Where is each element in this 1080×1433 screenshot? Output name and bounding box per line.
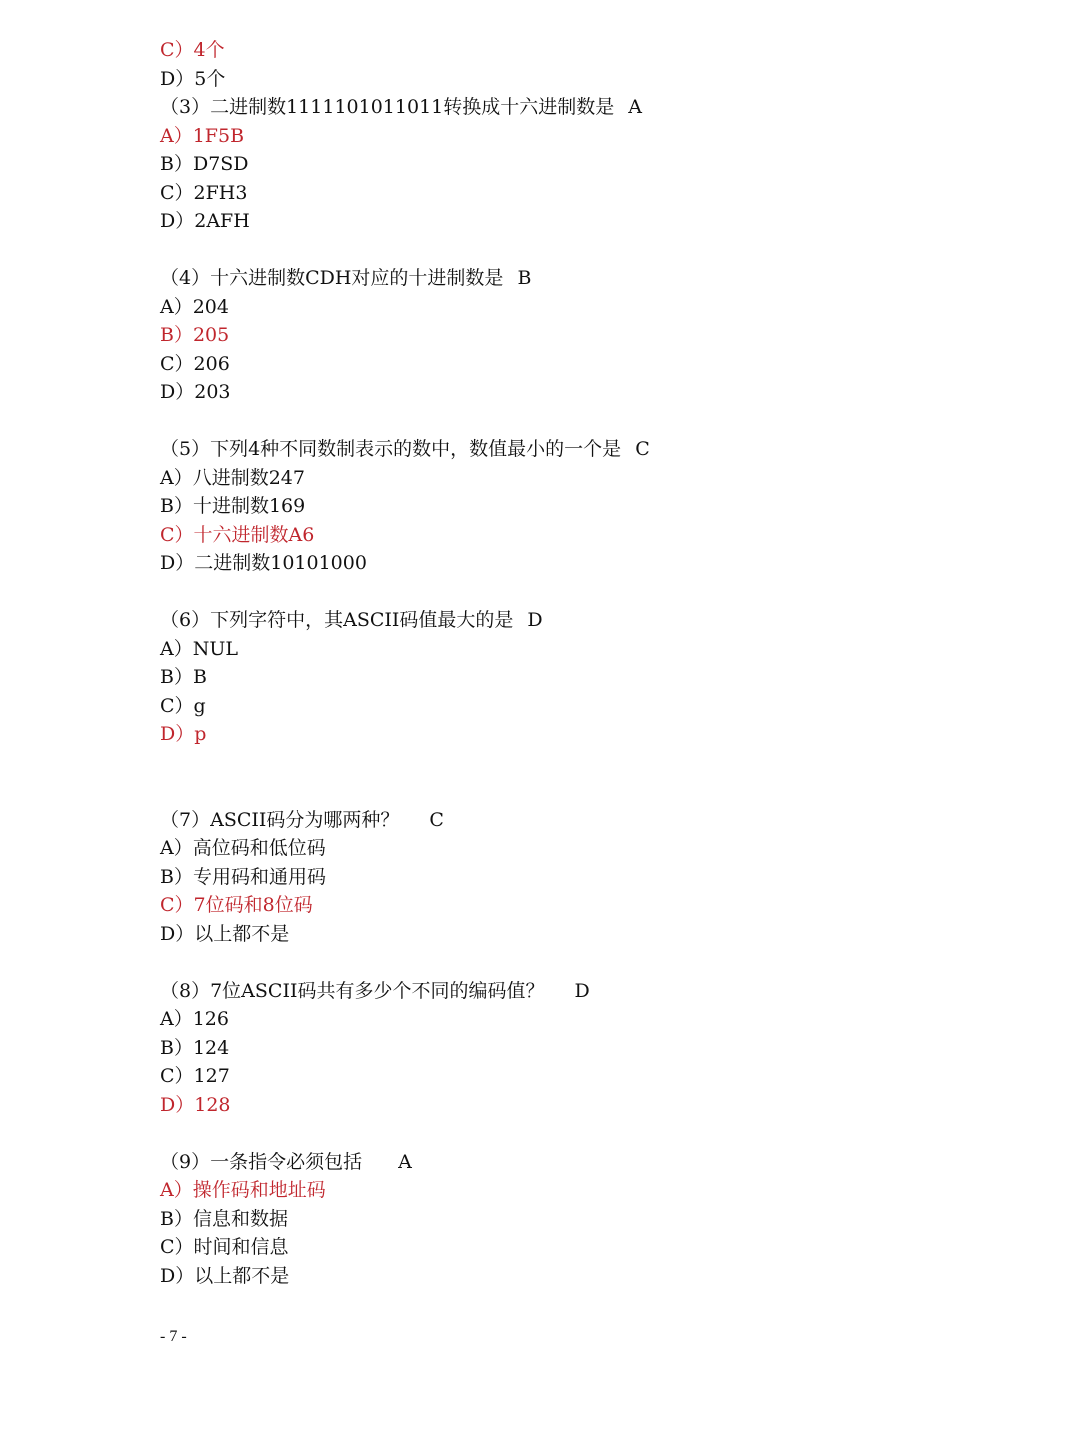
question-line — [160, 1148, 920, 1177]
question-number: （9） — [160, 1150, 211, 1173]
option-line: B）124 — [160, 1036, 230, 1059]
question-block — [160, 264, 920, 407]
question-block — [160, 606, 920, 749]
option-line: D）以上都不是 — [160, 922, 290, 945]
question-line — [160, 93, 920, 122]
question-line — [160, 264, 920, 293]
option-line: D）p — [160, 723, 207, 745]
option-line: B）专用码和通用码 — [160, 865, 326, 888]
question-text: 7位ASCII码共有多少个不同的编码值？ — [210, 979, 545, 1002]
question-number: （4） — [160, 267, 211, 289]
question-number: （5） — [160, 438, 211, 460]
question-number: （6） — [160, 609, 211, 631]
option-line: A）204 — [160, 295, 229, 318]
option-line: A）操作码和地址码 — [160, 1179, 326, 1201]
spacer — [160, 948, 920, 977]
option-line: B）205 — [160, 324, 230, 346]
spacer — [160, 1119, 920, 1148]
question-text: ASCII码分为哪两种？ — [210, 808, 400, 831]
answer-key: B — [517, 267, 532, 289]
question-text: 下列字符中，其ASCII码值最大的是 — [210, 609, 514, 631]
question-block — [160, 435, 920, 578]
option-line: C）2FH3 — [160, 181, 248, 204]
option-line: B）D7SD — [160, 153, 249, 175]
question-text: 十六进制数CDH对应的十进制数是 — [210, 267, 504, 289]
question-line — [160, 806, 920, 835]
question-number: （3） — [160, 96, 211, 118]
option-line: C）206 — [160, 352, 230, 375]
option-line: B）信息和数据 — [160, 1207, 288, 1230]
answer-key: A — [628, 96, 642, 118]
question-text: 二进制数1111101011011转换成十六进制数是 — [210, 96, 615, 118]
spacer — [160, 236, 920, 265]
option-line: C）时间和信息 — [160, 1236, 289, 1258]
option-line: A）八进制数247 — [160, 466, 305, 489]
question-block — [160, 1148, 920, 1291]
answer-key: A — [398, 1150, 412, 1173]
answer-key: C — [635, 438, 650, 460]
option-line: D）203 — [160, 381, 231, 403]
option-line: B）B — [160, 666, 207, 688]
question-number: （7） — [160, 808, 211, 831]
answer-key: D — [527, 609, 543, 631]
option-line: D）5个 — [160, 67, 226, 90]
option-line: C）4个 — [160, 39, 225, 61]
question-line — [160, 435, 920, 464]
option-line: D）2AFH — [160, 210, 250, 232]
option-line: A）1F5B — [160, 124, 245, 147]
question-number: （8） — [160, 979, 211, 1002]
option-line: D）以上都不是 — [160, 1264, 290, 1287]
question-line — [160, 606, 920, 635]
answer-key: C — [429, 808, 444, 831]
question-text: 一条指令必须包括 — [210, 1150, 363, 1173]
document-page — [160, 36, 920, 1290]
option-line: C）g — [160, 694, 206, 717]
page-number: - 7 - — [160, 1328, 187, 1345]
option-line: A）NUL — [160, 637, 238, 660]
option-line: C）7位码和8位码 — [160, 894, 313, 916]
spacer — [160, 578, 920, 607]
question-block — [160, 93, 920, 236]
spacer — [160, 749, 920, 806]
option-line: D）128 — [160, 1093, 231, 1116]
option-line: D）二进制数10101000 — [160, 552, 367, 574]
option-line: C）十六进制数A6 — [160, 523, 315, 546]
question-block — [160, 806, 920, 949]
option-line: A）高位码和低位码 — [160, 837, 326, 859]
option-line: A）126 — [160, 1008, 229, 1030]
answer-key: D — [574, 979, 590, 1002]
question-block — [160, 977, 920, 1120]
option-line: B）十进制数169 — [160, 495, 306, 517]
spacer — [160, 407, 920, 436]
option-line: C）127 — [160, 1065, 230, 1087]
question-line — [160, 977, 920, 1006]
question-text: 下列4种不同数制表示的数中，数值最小的一个是 — [210, 438, 622, 460]
